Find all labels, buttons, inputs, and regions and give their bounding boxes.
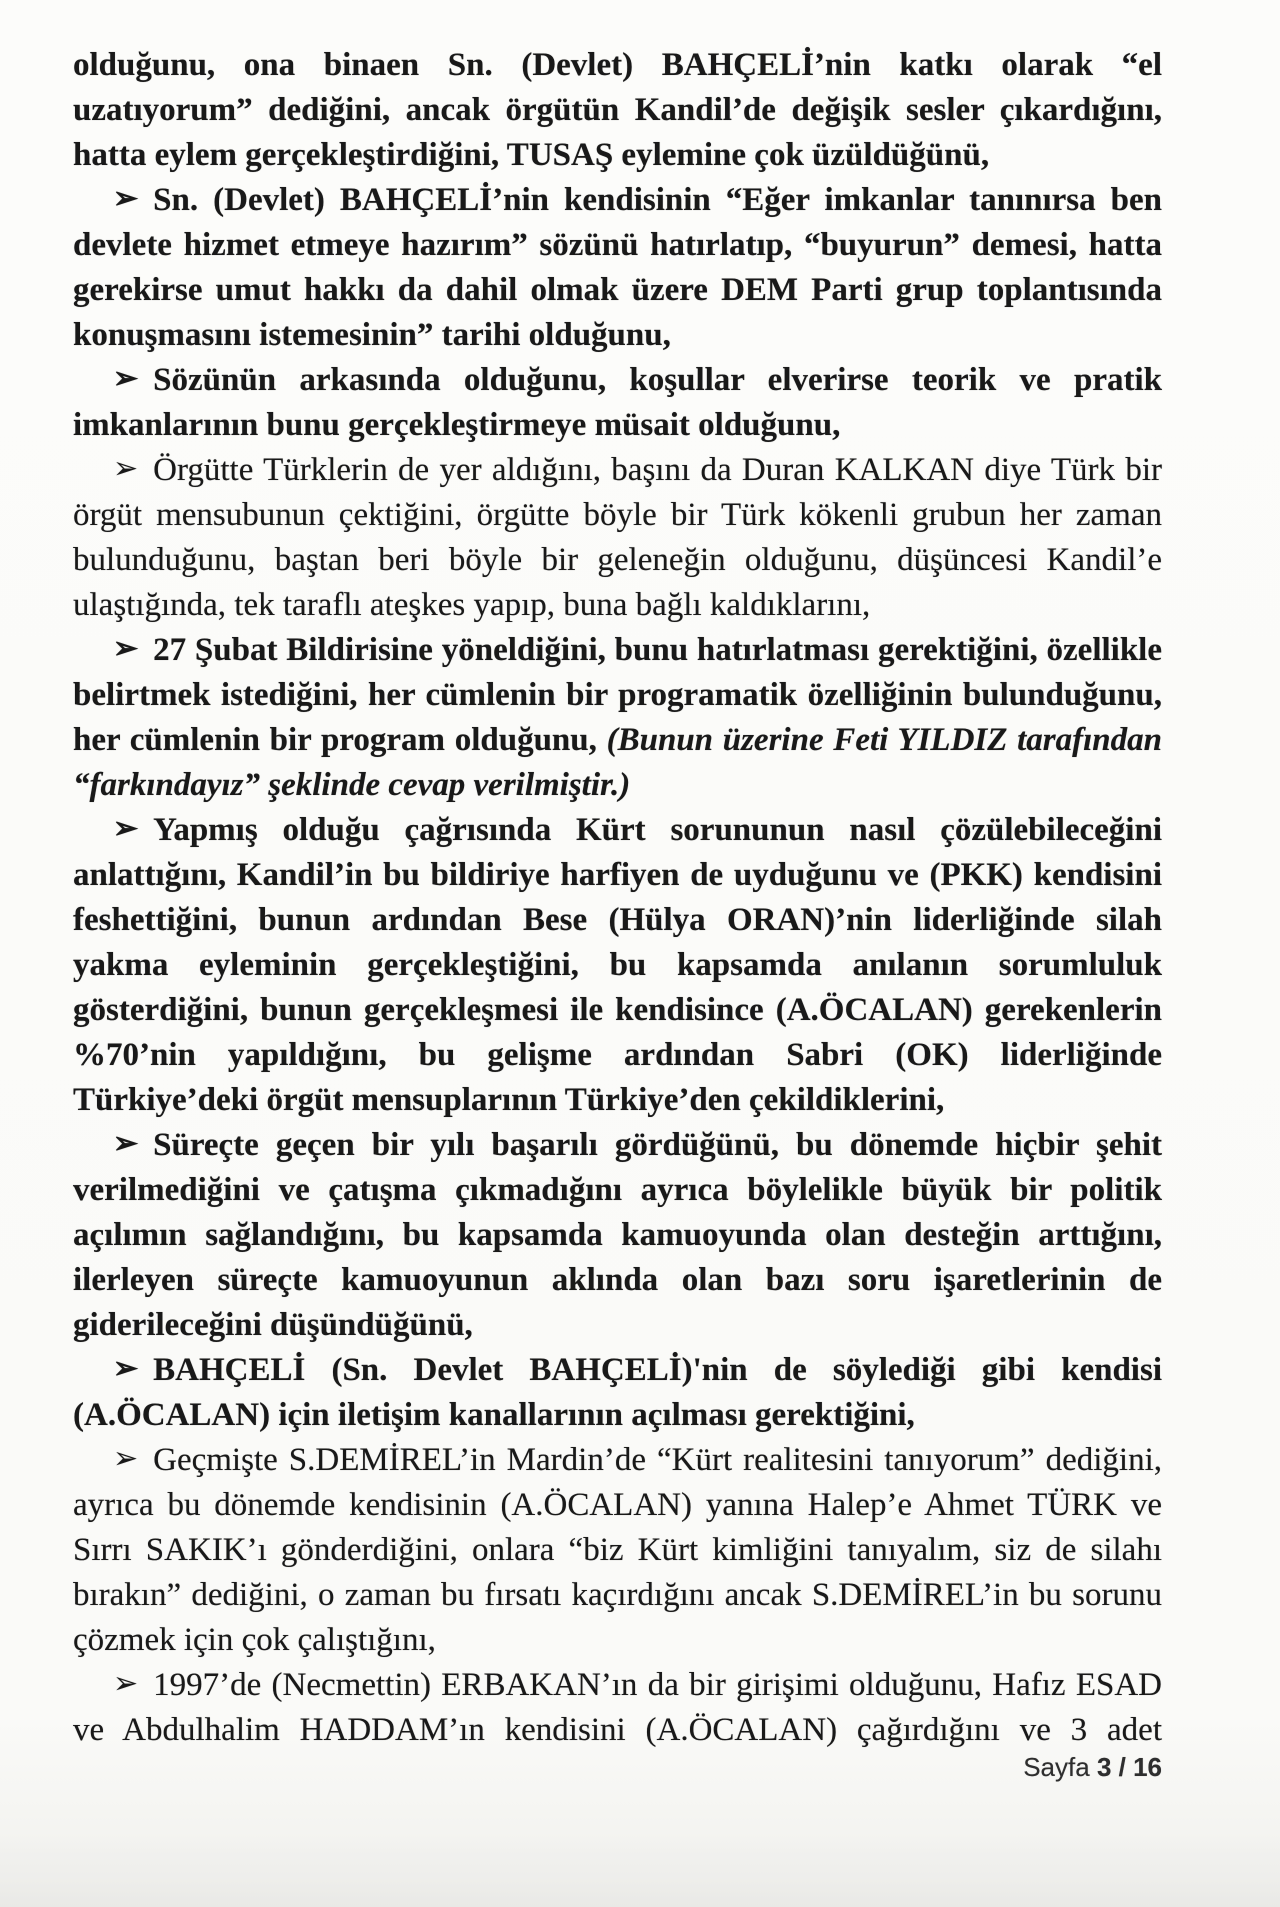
bullet-arrow-icon: ➢ bbox=[113, 362, 139, 395]
paragraph-text: 1997’de (Necmettin) ERBAKAN’ın da bir girişimi olduğunu, Hafız ESAD ve Abdulhalim HADDAM’ın kendisini (A.ÖCALAN) çağırdığını ve 3 adet bbox=[73, 1667, 1162, 1748]
paragraph bbox=[73, 808, 1162, 1123]
paragraph-text: olduğunu, ona binaen Sn. (Devlet) BAHÇELİ’nin katkı olarak “el uzatıyorum” dediğini, ancak örgütün Kandil’de değişik sesler çıkardığını, hatta eylem gerçekleştirdiğini, TUSAŞ eylemine çok üzüldüğünü, bbox=[73, 47, 1162, 173]
paragraph-text: Geçmişte S.DEMİREL’in Mardin’de “Kürt realitesini tanıyorum” dediğini, ayrıca bu dönemde kendisinin (A.ÖCALAN) yanına Halep’e Ahmet TÜRK ve Sırrı SAKIK’ı gönderdiğini, onlara “biz Kürt kimliğini tanıyalım, siz de silahı bırakın” dediğini, o zaman bu fırsatı kaçırdığını ancak S.DEMİREL’in bu sorunu çözmek için çok çalıştığını, bbox=[73, 1442, 1162, 1658]
paragraph bbox=[73, 448, 1162, 628]
paragraph bbox=[73, 43, 1162, 178]
paragraph bbox=[73, 178, 1162, 358]
bullet-arrow-icon: ➢ bbox=[113, 812, 139, 845]
bullet-arrow-icon: ➢ bbox=[113, 1127, 139, 1160]
paragraph-italic-note: (Bunun üzerine Feti YILDIZ tarafından “farkındayız” şeklinde cevap verilmiştir.) bbox=[73, 722, 1162, 803]
bullet-arrow-icon: ➢ bbox=[113, 1352, 139, 1385]
paragraph bbox=[73, 358, 1162, 448]
paragraph-text: Örgütte Türklerin de yer aldığını, başını da Duran KALKAN diye Türk bir örgüt mensubunun çektiğini, örgütte böyle bir Türk kökenli grubun her zaman bulunduğunu, baştan beri böyle bir geleneğin olduğunu, düşüncesi Kandil’e ulaştığında, tek taraflı ateşkes yapıp, buna bağlı kaldıklarını, bbox=[73, 452, 1162, 623]
bullet-arrow-icon: ➢ bbox=[113, 182, 139, 215]
footer-label: Sayfa bbox=[1023, 1752, 1090, 1782]
paragraph-text: Sözünün arkasında olduğunu, koşullar elverirse teorik ve pratik imkanlarının bunu gerçekleştirmeye müsait olduğunu, bbox=[73, 362, 1162, 443]
bullet-arrow-icon: ➢ bbox=[113, 1667, 139, 1700]
paragraph-text: Süreçte geçen bir yılı başarılı gördüğünü, bu dönemde hiçbir şehit verilmediğini ve çatışma çıkmadığını ayrıca böylelikle büyük bir politik açılımın sağlandığını, bu kapsamda kamuoyunda olan desteğin arttığını, ilerleyen süreçte kamuoyunun aklında olan bazı soru işaretlerinin de giderileceğini düşündüğünü, bbox=[73, 1127, 1162, 1343]
footer-page-number: 3 / 16 bbox=[1096, 1752, 1162, 1782]
paragraph bbox=[73, 628, 1162, 808]
paragraph bbox=[73, 1348, 1162, 1438]
scan-bottom-shading bbox=[0, 1840, 1280, 1907]
paragraph bbox=[73, 1663, 1162, 1753]
paragraph-text: 27 Şubat Bildirisine yöneldiğini, bunu hatırlatması gerektiğini, özellikle belirtmek istediğini, her cümlenin bir programatik özelliğinin bulunduğunu, her cümlenin bir program olduğunu, bbox=[73, 632, 1162, 758]
bullet-arrow-icon: ➢ bbox=[113, 632, 139, 665]
page-footer bbox=[1023, 1752, 1162, 1783]
document-body bbox=[73, 43, 1162, 1753]
paragraph-text: Yapmış olduğu çağrısında Kürt sorununun nasıl çözülebileceğini anlattığını, Kandil’in bu bildiriye harfiyen de uyduğunu ve (PKK) kendisini feshettiğini, bunun ardından Bese (Hülya ORAN)’nin liderliğinde silah yakma eyleminin gerçekleştiğini, bu kapsamda anılanın sorumluluk gösterdiğini, bunun gerçekleşmesi ile kendisince (A.ÖCALAN) gerekenlerin %70’nin yapıldığını, bu gelişme ardından Sabri (OK) liderliğinde Türkiye’deki örgüt mensuplarının Türkiye’den çekildiklerini, bbox=[73, 812, 1162, 1118]
paragraph-text: Sn. (Devlet) BAHÇELİ’nin kendisinin “Eğer imkanlar tanınırsa ben devlete hizmet etmeye hazırım” sözünü hatırlatıp, “buyurun” demesi, hatta gerekirse umut hakkı da dahil olmak üzere DEM Parti grup toplantısında konuşmasını istemesinin” tarihi olduğunu, bbox=[73, 182, 1162, 353]
paragraph-text: BAHÇELİ (Sn. Devlet BAHÇELİ)'nin de söylediği gibi kendisi (A.ÖCALAN) için iletişim kanallarının açılması gerektiğini, bbox=[73, 1352, 1162, 1433]
bullet-arrow-icon: ➢ bbox=[113, 452, 139, 485]
paragraph bbox=[73, 1438, 1162, 1663]
bullet-arrow-icon: ➢ bbox=[113, 1442, 139, 1475]
paragraph bbox=[73, 1123, 1162, 1348]
